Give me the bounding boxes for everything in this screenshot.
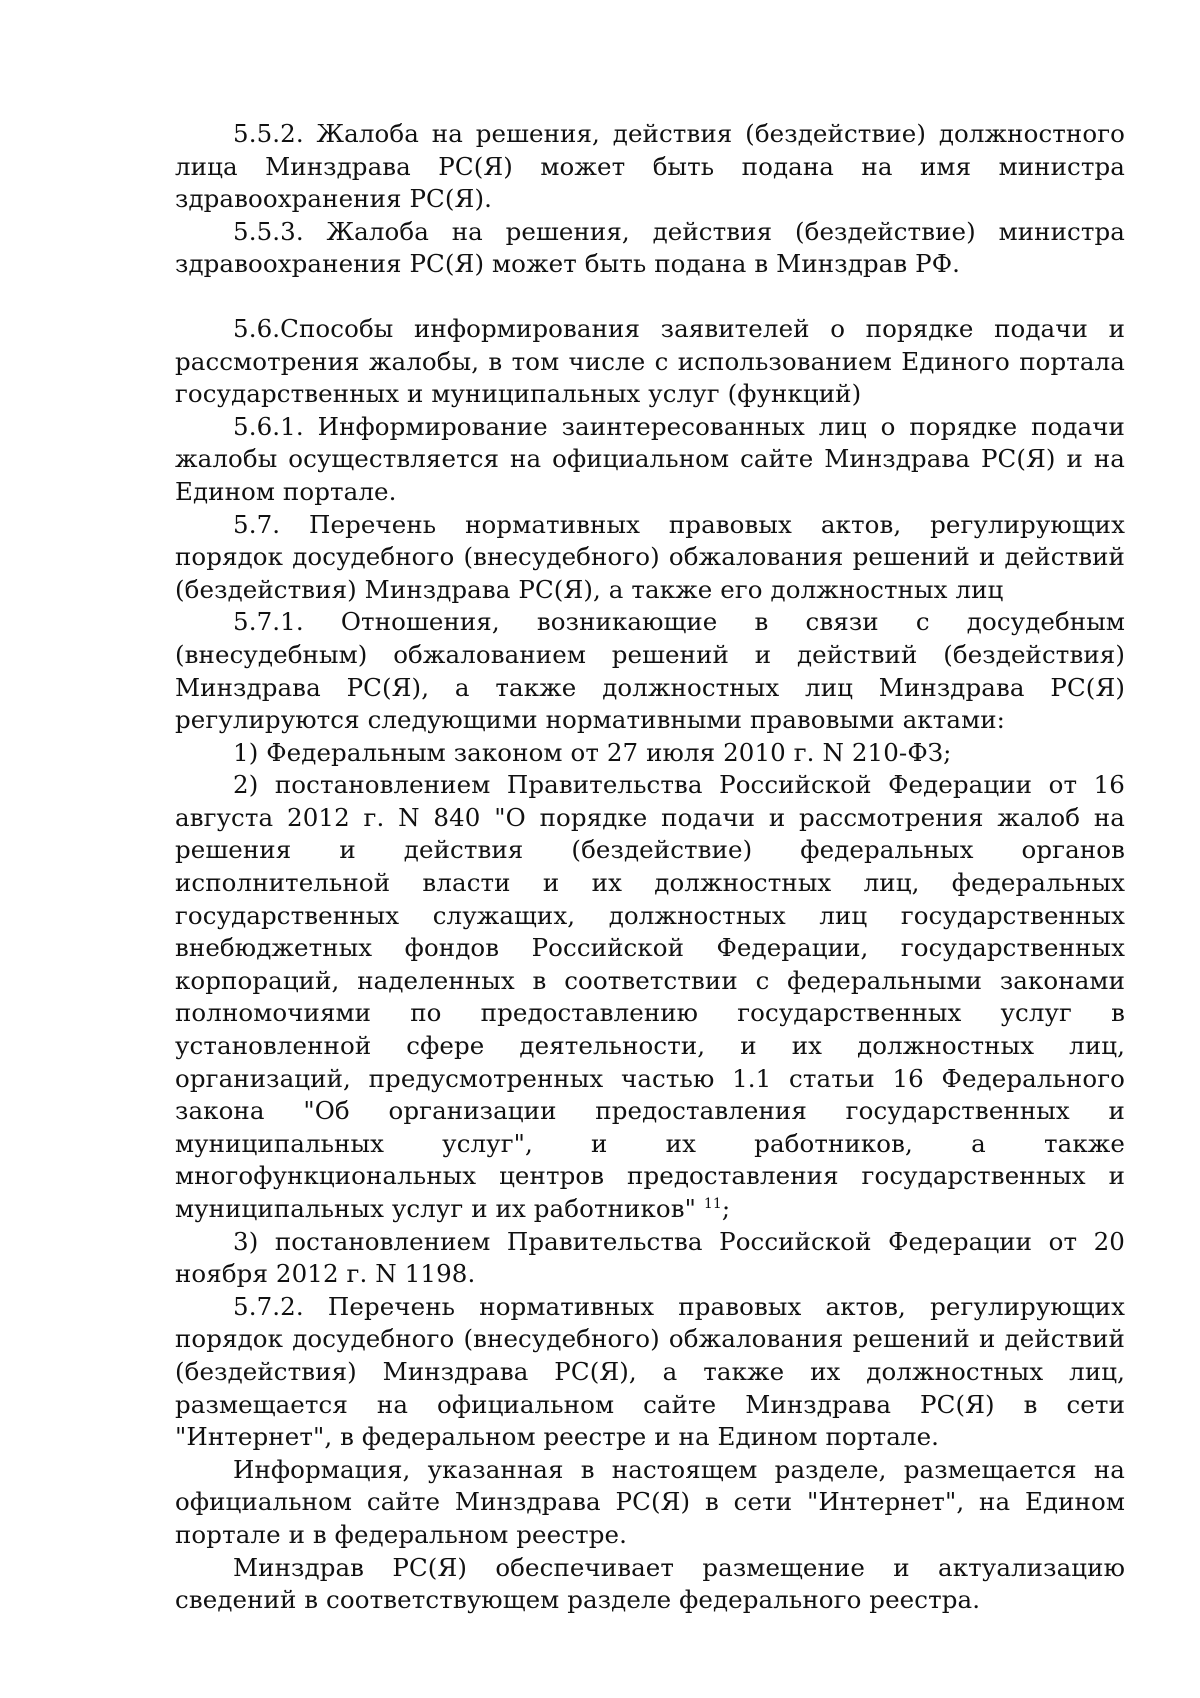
paragraph-5-7: 5.7. Перечень нормативных правовых актов, регулирующих порядок досудебного (внесудебного) обжалования решений и действий (бездействия) Минздрава РС(Я), а также его должностных лиц bbox=[175, 509, 1125, 604]
paragraph-5-6: 5.6.Способы информирования заявителей о порядке подачи и рассмотрения жалобы, в том числе с использованием Единого портала государственных и муниципальных услуг (функций) bbox=[175, 313, 1125, 409]
list-item-2-text: 2) постановлением Правительства Российской Федерации от 16 августа 2012 г. N 840 "О порядке подачи и рассмотрения жалоб на решения и действия (бездействие) федеральных органов исполнительной власти и их должностных лиц, федеральных государственных служащих, должностных лиц государственных внебюджетных фондов Российской Федерации, государственных корпораций, наделенных в соответствии с федеральными законами полномочиями по предоставлению государственных услуг в установленной сфере деятельности, и их должностных лиц, организаций, предусмотренных частью 1.1 статьи 16 Федерального закона "Об организации предоставления государственных и муниципальных услуг", и их работников, а также многофункциональных центров предоставления государственных и муниципальных услуг и их работников" bbox=[175, 770, 1125, 1223]
paragraph-5-6-1: 5.6.1. Информирование заинтересованных лиц о порядке подачи жалобы осуществляется на официальном сайте Минздрава РС(Я) и на Едином портале. bbox=[175, 411, 1125, 506]
paragraph-5-5-3: 5.5.3. Жалоба на решения, действия (бездействие) министра здравоохранения РС(Я) может быть подана в Минздрав РФ. bbox=[175, 216, 1125, 279]
paragraph-5-7-1: 5.7.1. Отношения, возникающие в связи с досудебным (внесудебным) обжалованием решений и действий (бездействия) Минздрава РС(Я), а также должностных лиц Минздрава РС(Я) регулируются следующими нормативными правовыми актами: bbox=[175, 607, 1125, 735]
paragraph-info: Информация, указанная в настоящем разделе, размещается на официальном сайте Минздрава РС(Я) в сети "Интернет", на Едином портале и в федеральном реестре. bbox=[175, 1454, 1125, 1549]
footnote-marker: 11 bbox=[703, 1196, 722, 1212]
list-item-3: 3) постановлением Правительства Российской Федерации от 20 ноября 2012 г. N 1198. bbox=[175, 1226, 1125, 1289]
paragraph-5-5-2: 5.5.2. Жалоба на решения, действия (бездействие) должностного лица Минздрава РС(Я) может быть подана на имя министра здравоохранения РС(Я). bbox=[175, 119, 1125, 214]
list-item-1: 1) Федеральным законом от 27 июля 2010 г. N 210-ФЗ; bbox=[233, 737, 952, 767]
document-page bbox=[175, 118, 1125, 1617]
list-item-2-tail: ; bbox=[721, 1194, 731, 1223]
paragraph-5-7-2: 5.7.2. Перечень нормативных правовых актов, регулирующих порядок досудебного (внесудебного) обжалования решений и действий (бездействия) Минздрава РС(Я), а также их должностных лиц, размещается на официальном сайте Минздрава РС(Я) в сети "Интернет", в федеральном реестре и на Едином портале. bbox=[175, 1291, 1125, 1452]
paragraph-registry: Минздрав РС(Я) обеспечивает размещение и актуализацию сведений в соответствующем разделе федерального реестра. bbox=[175, 1552, 1125, 1615]
list-item-2 bbox=[175, 769, 1125, 1225]
